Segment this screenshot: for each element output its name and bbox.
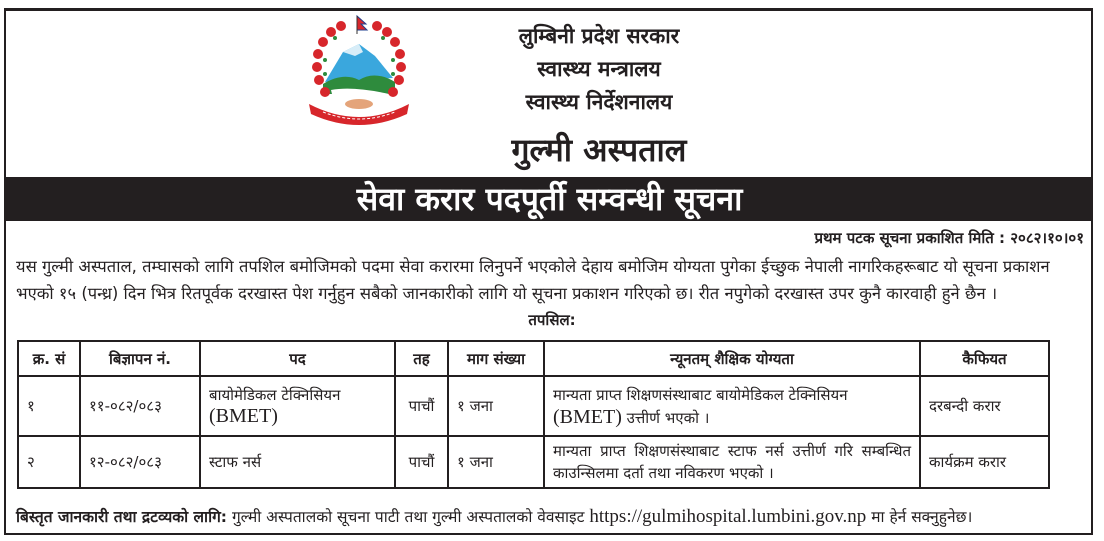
post-name: बायोमेडिकल टेक्निसियन (209, 385, 341, 404)
cell-sn: १ (18, 376, 80, 436)
table-row (18, 436, 1049, 488)
post-abbrev: (BMET) (209, 404, 278, 427)
col-header-level: तह (395, 341, 448, 376)
cell-qualification: मान्यता प्राप्त शिक्षणसंस्थाबाट स्टाफ नर्स उत्तीर्ण गरि सम्बन्धित काउन्सिलमा दर्ता तथा नविकरण भएको । (544, 436, 920, 488)
cell-remarks: दरबन्दी करार (920, 376, 1049, 436)
col-header-qualification: न्यूनतम् शैक्षिक योग्यता (544, 341, 920, 376)
cell-post: स्टाफ नर्स (200, 436, 395, 488)
qualification-text: मान्यता प्राप्त शिक्षणसंस्थाबाट बायोमेडिकल टेक्निसियन (553, 385, 848, 404)
footer-note (16, 505, 1091, 528)
cell-qualification (544, 376, 920, 436)
cell-adv-no: १२-०८२/०८३ (80, 436, 200, 488)
notice-body: यस गुल्मी अस्पताल, तम्घासको लागि तपशिल बमोजिमको पदमा सेवा करारमा लिनुपर्ने भएकोले देहाय बमोजिम योग्यता पुगेका ईच्छुक नेपाली नागरिकहरूबाट यो सूचना प्रकाशन भएको १५ (पन्ध्र) दिन भित्र रितपूर्वक दरखास्त पेश गर्नुहुन सबैको जानकारीको लागि यो सूचना प्रकाशन गरिएको छ। रीत नपुगेको दरखास्त उपर कुनै कारवाही हुने छैन । (16, 257, 1050, 303)
cell-sn: २ (18, 436, 80, 488)
footer-text: गुल्मी अस्पतालको सूचना पाटी तथा गुल्मी अस्पतालको वेवसाइट (231, 508, 585, 526)
vacancy-table (17, 340, 1050, 489)
qualification-tail: उत्तीर्ण भएको । (626, 408, 710, 427)
cell-level: पाचौं (395, 376, 448, 436)
col-header-adv-no: बिज्ञापन नं. (80, 341, 200, 376)
footer-label: बिस्तृत जानकारी तथा द्रटव्यको लागि: (16, 508, 228, 526)
cell-post (200, 376, 395, 436)
ministry-title: स्वास्थ्य मन्त्रालय (537, 57, 661, 81)
notice-title-band (6, 177, 1093, 221)
website-link[interactable]: https://gulmihospital.lumbini.gov.np (589, 506, 867, 527)
hospital-title: गुल्मी अस्पताल (511, 131, 687, 169)
directorate-title: स्वास्थ्य निर्देशनालय (525, 90, 673, 114)
cell-quantity: १ जना (448, 436, 544, 488)
publication-date-label: प्रथम पटक सूचना प्रकाशित मिति : (814, 229, 1005, 247)
province-government-title: लुम्बिनी प्रदेश सरकार (518, 24, 680, 48)
table-row (18, 376, 1049, 436)
table-header-row (18, 341, 1049, 376)
schedule-heading: तपसिल: (528, 311, 576, 329)
notice-title: सेवा करार पदपूर्ती सम्वन्धी सूचना (356, 180, 743, 218)
col-header-quantity: माग संख्या (448, 341, 544, 376)
publication-date-value: २०८२।१०।०१ (1010, 229, 1084, 247)
col-header-remarks: कैफियत (920, 341, 1049, 376)
col-header-sn: क्र. सं (18, 341, 80, 376)
cell-remarks: कार्यक्रम करार (920, 436, 1049, 488)
cell-adv-no: ११-०८२/०८३ (80, 376, 200, 436)
cell-quantity: १ जना (448, 376, 544, 436)
cell-level: पाचौं (395, 436, 448, 488)
qualification-abbrev: (BMET) (553, 405, 622, 428)
col-header-post: पद (200, 341, 395, 376)
footer-tail: मा हेर्न सक्नुहुनेछ। (871, 508, 973, 526)
publication-date (814, 228, 1084, 248)
